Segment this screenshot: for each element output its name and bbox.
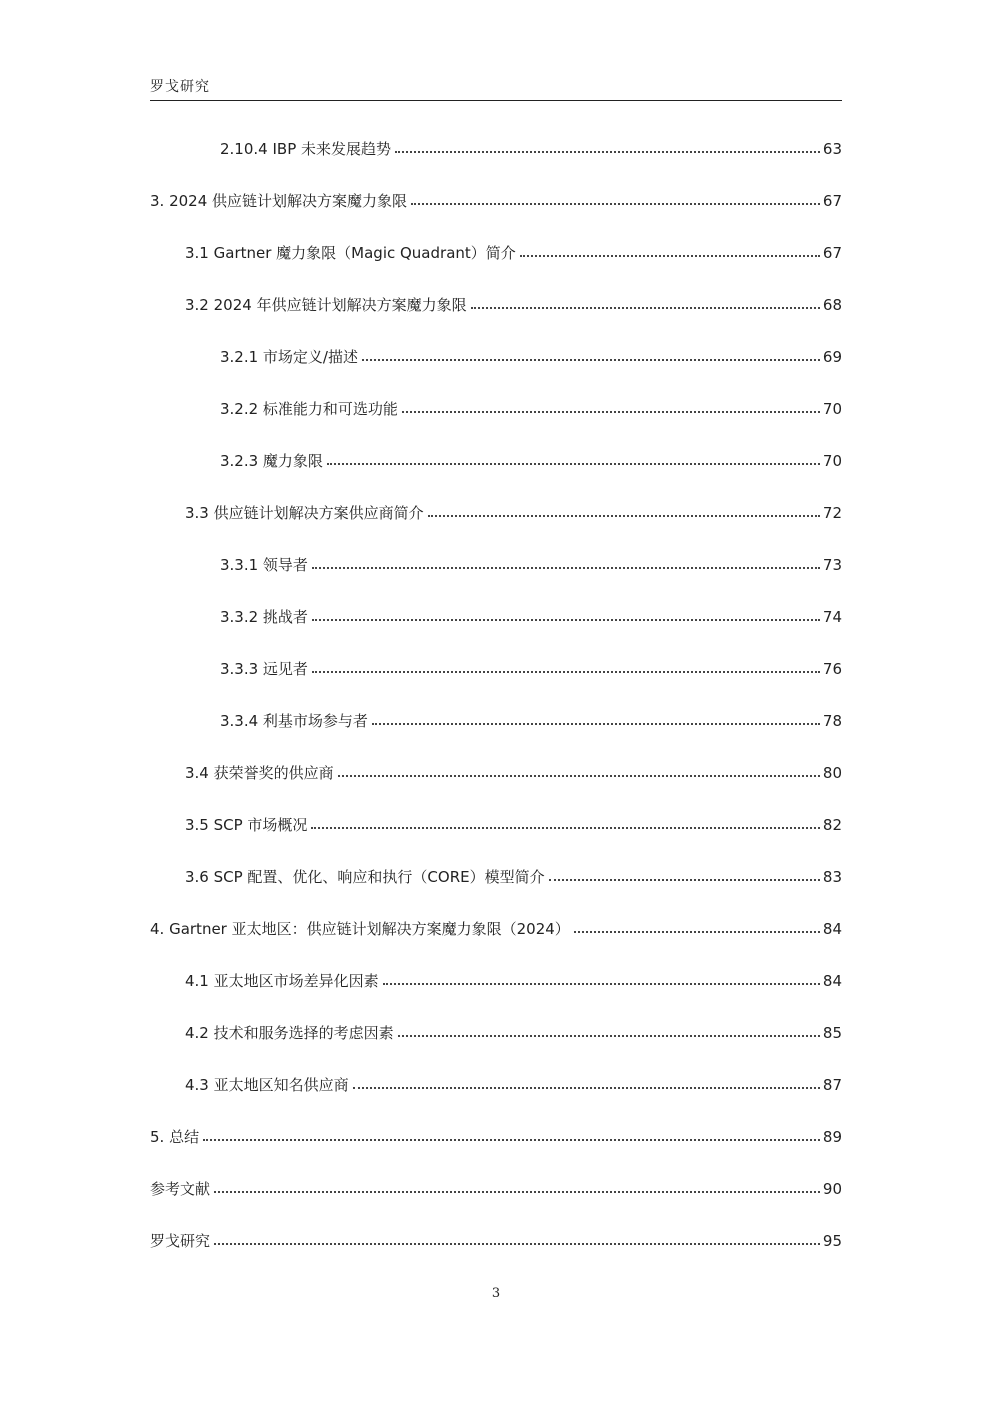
toc-entry-title: 3.1 Gartner 魔力象限（Magic Quadrant）简介: [185, 244, 516, 262]
toc-dot-leader: [312, 567, 820, 569]
toc-entry-page: 74: [822, 608, 842, 626]
toc-dot-leader: [383, 983, 820, 985]
toc-entry[interactable]: [150, 916, 842, 938]
toc-entry-page: 95: [822, 1232, 842, 1250]
toc-entry-title: 3.2.2 标准能力和可选功能: [220, 400, 398, 418]
toc-entry-page: 87: [822, 1076, 842, 1094]
toc-dot-leader: [372, 723, 820, 725]
toc-entry[interactable]: [185, 240, 842, 262]
toc-entry[interactable]: [185, 1020, 842, 1042]
toc-entry-page: 63: [822, 140, 842, 158]
toc-entry-title: 4.2 技术和服务选择的考虑因素: [185, 1024, 394, 1042]
toc-entry[interactable]: [220, 656, 842, 678]
toc-entry-page: 69: [822, 348, 842, 366]
toc-dot-leader: [214, 1191, 820, 1193]
toc-entry[interactable]: [220, 396, 842, 418]
toc-entry-page: 72: [822, 504, 842, 522]
toc-entry-page: 84: [822, 920, 842, 938]
toc-dot-leader: [398, 1035, 820, 1037]
toc-dot-leader: [395, 151, 820, 153]
toc-entry-page: 67: [822, 244, 842, 262]
toc-entry-title: 3.6 SCP 配置、优化、响应和执行（CORE）模型简介: [185, 868, 545, 886]
toc-entry[interactable]: [220, 552, 842, 574]
toc-entry[interactable]: [150, 1124, 842, 1146]
toc-entry-page: 85: [822, 1024, 842, 1042]
toc-entry[interactable]: [185, 812, 842, 834]
toc-entry[interactable]: [220, 708, 842, 730]
toc-entry-page: 76: [822, 660, 842, 678]
toc-dot-leader: [362, 359, 820, 361]
toc-entry-title: 3. 2024 供应链计划解决方案魔力象限: [150, 192, 408, 210]
toc-entry[interactable]: [220, 136, 842, 158]
toc-entry-title: 3.2.3 魔力象限: [220, 452, 323, 470]
toc-entry-title: 3.3 供应链计划解决方案供应商简介: [185, 504, 424, 522]
toc-entry-title: 3.3.4 利基市场参与者: [220, 712, 368, 730]
toc-dot-leader: [411, 203, 820, 205]
toc-entry-page: 80: [822, 764, 842, 782]
toc-dot-leader: [311, 827, 819, 829]
toc-dot-leader: [353, 1087, 820, 1089]
toc-dot-leader: [471, 307, 820, 309]
toc-entry[interactable]: [185, 968, 842, 990]
toc-dot-leader: [402, 411, 820, 413]
toc-dot-leader: [574, 931, 820, 933]
toc-entry-title: 3.2.1 市场定义/描述: [220, 348, 358, 366]
toc-entry-page: 67: [822, 192, 842, 210]
toc-entry-title: 4.1 亚太地区市场差异化因素: [185, 972, 379, 990]
toc-entry-title: 3.3.2 挑战者: [220, 608, 308, 626]
toc-entry-title: 罗戈研究: [150, 1232, 211, 1250]
toc-entry-page: 82: [822, 816, 842, 834]
toc-entry[interactable]: [220, 604, 842, 626]
toc-dot-leader: [312, 671, 820, 673]
toc-entry[interactable]: [185, 500, 842, 522]
toc-entry-title: 3.3.1 领导者: [220, 556, 308, 574]
toc-entry-page: 73: [822, 556, 842, 574]
toc-entry-page: 68: [822, 296, 842, 314]
toc-entry-page: 70: [822, 452, 842, 470]
toc-dot-leader: [312, 619, 820, 621]
toc-entry[interactable]: [150, 188, 842, 210]
toc-dot-leader: [203, 1139, 820, 1141]
toc-dot-leader: [520, 255, 820, 257]
toc-entry-page: 83: [822, 868, 842, 886]
toc-entry[interactable]: [220, 344, 842, 366]
toc-entry-page: 89: [822, 1128, 842, 1146]
toc-entry-title: 4.3 亚太地区知名供应商: [185, 1076, 349, 1094]
toc-entry-title: 3.3.3 远见者: [220, 660, 308, 678]
toc-dot-leader: [549, 879, 820, 881]
toc-entry-title: 5. 总结: [150, 1128, 200, 1146]
toc-entry-page: 70: [822, 400, 842, 418]
toc-entry[interactable]: [185, 292, 842, 314]
toc-entry[interactable]: [220, 448, 842, 470]
toc-entry-page: 78: [822, 712, 842, 730]
toc-dot-leader: [338, 775, 820, 777]
toc-dot-leader: [428, 515, 820, 517]
toc-entry-title: 参考文献: [150, 1180, 211, 1198]
page-number: 3: [491, 1286, 501, 1301]
header-title: 罗戈研究: [150, 79, 210, 95]
toc-entry-title: 2.10.4 IBP 未来发展趋势: [220, 140, 392, 158]
toc-entry[interactable]: [185, 864, 842, 886]
toc-entry-title: 4. Gartner 亚太地区：供应链计划解决方案魔力象限（2024）: [150, 920, 570, 938]
toc-dot-leader: [214, 1243, 820, 1245]
toc-entry[interactable]: [150, 1228, 842, 1250]
toc-entry-title: 3.2 2024 年供应链计划解决方案魔力象限: [185, 296, 467, 314]
toc-entry[interactable]: [185, 760, 842, 782]
toc-entry-page: 84: [822, 972, 842, 990]
toc-entry[interactable]: [185, 1072, 842, 1094]
toc-entry-page: 90: [822, 1180, 842, 1198]
toc-entry-title: 3.5 SCP 市场概况: [185, 816, 308, 834]
toc-dot-leader: [327, 463, 820, 465]
toc-entry[interactable]: [150, 1176, 842, 1198]
toc-entry-title: 3.4 获荣誉奖的供应商: [185, 764, 334, 782]
